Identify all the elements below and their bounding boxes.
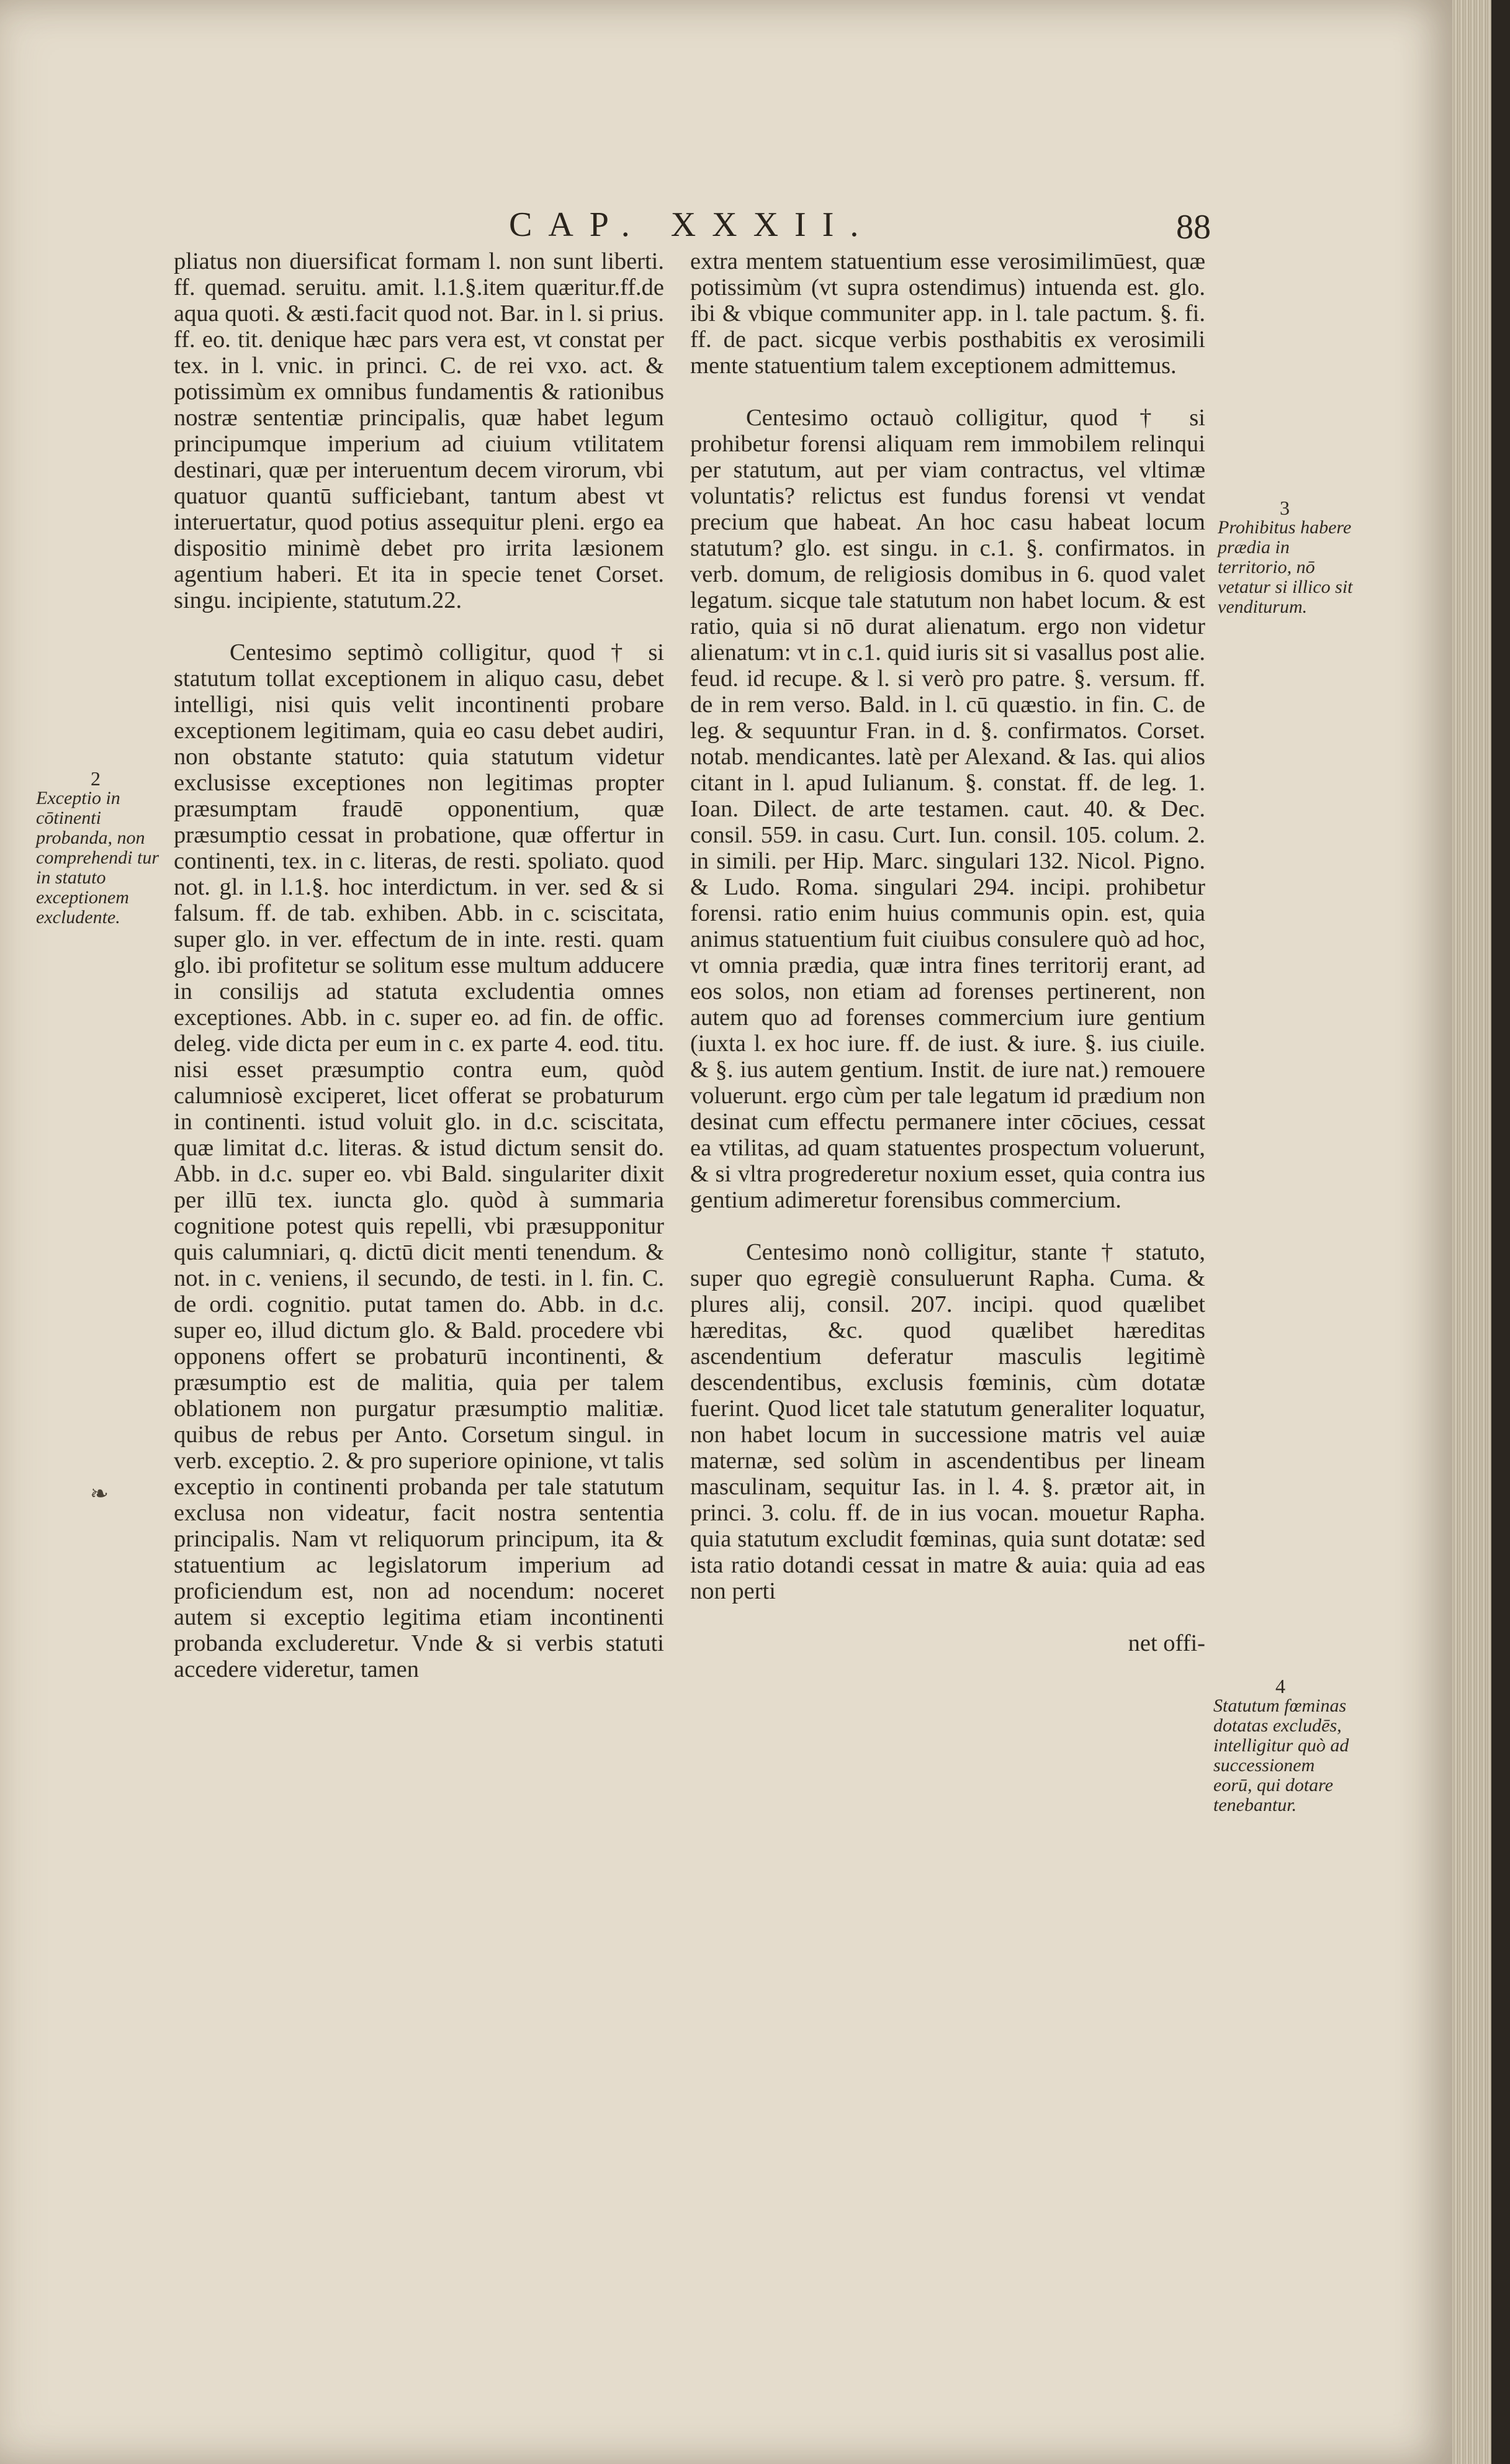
margin-note-number: 2 bbox=[91, 767, 101, 790]
paragraph: Centesimo nonò colligitur, stante † statuto, super quo egregiè consuluerunt Rapha. Cuma. & plures alij, consil. 207. incipi. quod quælibet hæreditas, &c. quod quælibet hæreditas ascendentium deferatur masculis legitimè descendentibus, exclusis fœminis, cùm dotatæ fuerint. Quod licet tale statutum generaliter loquatur, non habet locum in successione matris vel auiæ maternæ, sed solùm in ascendentibus per lineam masculinam, sequitur Ias. in l. 4. §. prætor ait, in princi. 3. colu. ff. de in ius vocan. mouetur Rapha. quia statutum excludit fœminas, quia sunt dotatæ: sed ista ratio dotandi cessat in matre & auia: quia ad eas non perti bbox=[690, 1239, 1205, 1604]
margin-note-number: 3 bbox=[1280, 497, 1290, 519]
right-column bbox=[690, 248, 1205, 1656]
paragraph: extra mentem statuentium esse verosimilimūest, quæ potissimùm (vt supra ostendimus) intuenda est. glo. ibi & vbique communiter app. in l. tale pactum. §. fi. ff. de pact. sicque verbis posthabitis ex verosimili mente statuentium talem exceptionem admittemus. bbox=[690, 248, 1205, 379]
folio-number: 88 bbox=[1176, 208, 1211, 246]
left-column bbox=[174, 248, 664, 1682]
ornament-mark: ❧ bbox=[90, 1481, 109, 1506]
paragraph: pliatus non diuersificat formam l. non sunt liberti. ff. quemad. seruitu. amit. l.1.§.item quæritur.ff.de aqua quoti. & æsti.facit quod not. Bar. in l. si prius. ff. eo. tit. denique hæc pars vera est, vt constat per tex. in l. vnic. in princi. C. de rei vxo. act. & potissimùm ex omnibus fundamentis & rationibus nostræ sententiæ principalis, quæ habet legum principumque imperium ad ciuium vtilitatem destinari, quæ per interuentum decem virorum, vbi quatuor quantū sufficiebant, tantum abest vt interuertatur, quod potius assequitur pleni. ergo ea dispositio minimè debet pro irrita læsionem agentium haberi. Et ita in specie tenet Corset. singu. incipiente, statutum.22. bbox=[174, 248, 664, 613]
running-header: CAP. XXXII. bbox=[509, 205, 875, 244]
margin-note-text: Prohibitus habere prædia in territorio, nō vetatur si illico sit venditurum. bbox=[1218, 517, 1353, 617]
page-edge bbox=[1452, 0, 1510, 2464]
margin-note-text: Statutum fœminas dotatas excludēs, intelligitur quò ad successionem eorū, qui dotare tenebantur. bbox=[1213, 1695, 1349, 1815]
paragraph: Centesimo septimò colligitur, quod † si statutum tollat exceptionem in aliquo casu, debet intelligi, nisi quis velit incontinenti probare exceptionem legitimam, quia eo casu debet audiri, non obstante statuto: quia statutum videtur exclusisse exceptiones non legitimas propter præsumptam fraudē opponentium, quæ præsumptio cessat in probatione, quæ offertur in continenti, tex. in c. literas, de resti. spoliato. quod not. gl. in l.1.§. hoc interdictum. in ver. sed & si falsum. ff. de tab. exhiben. Abb. in c. sciscitata, super glo. in ver. effectum de in inte. resti. quam glo. ibi profitetur se solitum esse multum adducere in consilijs ad statuta excludentia omnes exceptiones. Abb. in c. super eo. ad fin. de offic. deleg. vide dicta per eum in c. ex parte 4. eod. titu. nisi esset præsumptio contra eum, quòd calumniosè exciperet, licet offerat se probaturum in continenti. istud voluit glo. in d.c. sciscitata, quæ limitat d.c. literas. & istud dictum sensit do. Abb. in d.c. super eo. vbi Bald. singulariter dixit per illū tex. iuncta glo. quòd à summaria cognitione potest quis repelli, vbi præsupponitur quis calumniari, q. dictū dicit menti tenendum. & not. in c. veniens, il secundo, de testi. in l. fin. C. de ordi. cognitio. putat tamen do. Abb. in d.c. super eo, illud dictum glo. & Bald. procedere vbi opponens offert se probaturū incontinenti, & præsumptio est de malitia, quia per talem oblationem non purgatur præsumptio malitiæ. quibus de rebus per Anto. Corsetum singul. in verb. exceptio. 2. & pro superiore opinione, vt talis exceptio in continenti probanda per tale statutum exclusa non videatur, facit nostra sententia principalis. Nam vt reliquorum principum, ita & statuentium ac legislatorum imperium ad proficiendum est, non ad nocendum: noceret autem si exceptio legitima etiam incontinenti probanda excluderetur. Vnde & si verbis statuti accedere videretur, tamen bbox=[174, 639, 664, 1682]
catchword: net offi- bbox=[1128, 1630, 1205, 1656]
margin-note bbox=[1213, 1676, 1356, 1815]
margin-note-number: 4 bbox=[1275, 1675, 1285, 1697]
margin-note bbox=[1218, 498, 1360, 617]
margin-note-text: Exceptio in cōtinenti probanda, non comprehendi tur in statuto exceptionem excludente. bbox=[36, 788, 160, 927]
paragraph: Centesimo octauò colligitur, quod † si prohibetur forensi aliquam rem immobilem relinqui per statutum, aut per viam contractus, vel vltimæ voluntatis? relictus est fundus forensi vt vendat precium que habeat. An hoc casu habeat locum statutum? glo. est singu. in c.1. §. confirmatos. in verb. domum, de religiosis domibus in 6. quod valet legatum. sicque tale statutum non habet locum. & est ratio, quia si nō durat alienatum. ergo non videtur alienatum: vt in c.1. quid iuris sit si vasallus post alie. feud. id recupe. & l. si verò pro patre. §. versum. ff. de in rem verso. Bald. in l. cū quæstio. in fin. C. de leg. & sequuntur Fran. in d. §. confirmatos. Corset. notab. mendicantes. latè per Alexand. & Ias. qui alios citant in l. apud Iulianum. §. constat. ff. de leg. 1. Ioan. Dilect. de arte testamen. caut. 40. & Dec. consil. 559. in casu. Curt. Iun. consil. 105. colum. 2. in simili. per Hip. Marc. singulari 132. Nicol. Pigno. & Ludo. Roma. singulari 294. incipi. prohibetur forensi. ratio enim huius communis opin. est, quia animus statuentium fuit ciuibus consulere quò ad hoc, vt omnia prædia, quæ intra fines territorij erant, ad eos solos, non etiam ad forenses pertinerent, non autem quo ad forenses commercium iure gentium (iuxta l. ex hoc iure. ff. de iust. & iure. §. ius ciuile. & §. ius autem gentium. Instit. de iure nat.) remouere voluerunt. ergo cùm per tale legatum id prædium non desinat cum effectu permanere inter cōciues, cessat ea vtilitas, ad quam statuentes prospectum voluerunt, & si vltra progrederetur noxium esset, quia contra ius gentium adimeretur forensibus commercium. bbox=[690, 405, 1205, 1213]
margin-note bbox=[36, 769, 166, 927]
